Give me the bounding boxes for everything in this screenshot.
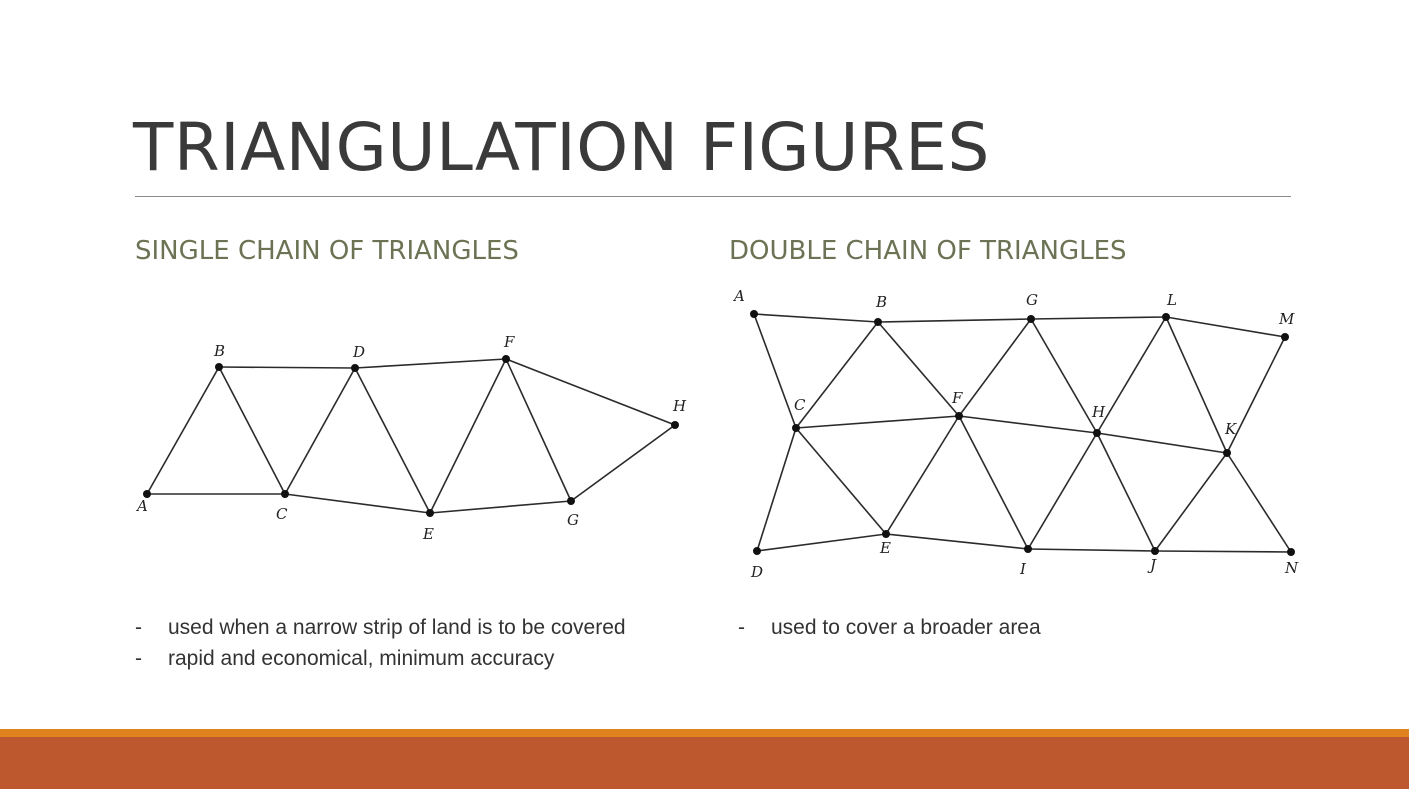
double-chain-heading: DOUBLE CHAIN OF TRIANGLES [729,236,1127,266]
station-b-point [874,318,882,326]
single-chain-nodes [143,355,679,517]
station-h-point [1093,429,1101,437]
edge-a-c [754,314,796,428]
double-chain-labels [732,287,1299,580]
station-f-label: F [952,389,963,407]
station-h-point [671,421,679,429]
station-c-label: C [276,505,288,523]
single-chain-bullets [135,612,685,674]
station-j-label: J [1150,556,1157,574]
station-m-label: M [1279,310,1295,328]
station-d-point [753,547,761,555]
edge-f-i [959,416,1028,549]
station-f-label: F [504,333,515,351]
station-j-point [1151,547,1159,555]
station-g-label: G [567,511,579,529]
station-b-label: B [214,342,226,360]
station-b-point [215,363,223,371]
station-c-label: C [794,396,806,414]
edge-j-n [1155,551,1291,552]
edge-e-g [430,501,571,513]
station-e-point [882,530,890,538]
edge-b-d [219,367,355,368]
station-d-point [351,364,359,372]
edge-c-f [796,416,959,428]
title-divider [135,196,1291,197]
edge-h-i [1028,433,1097,549]
station-c-point [281,490,289,498]
station-d-label: D [353,343,366,361]
edge-b-c [796,322,878,428]
station-k-label: K [1225,420,1237,438]
station-a-point [750,310,758,318]
bullet-text: used when a narrow strip of land is to be covered [168,616,626,639]
double-chain-bullets [738,612,1278,643]
edge-a-b [754,314,878,322]
station-e-label: E [423,525,434,543]
bullet-dash: - [135,616,142,639]
station-n-point [1287,548,1295,556]
double-chain-diagram [725,285,1305,580]
station-d-label: D [751,563,764,580]
edge-c-d [285,368,355,494]
station-g-label: G [1026,291,1038,309]
station-k-point [1223,449,1231,457]
station-a-label: A [137,497,148,515]
footer-bar [0,737,1409,789]
edge-h-k [1097,433,1227,453]
station-l-label: L [1167,291,1177,309]
edge-b-c [219,367,285,494]
bullet-dash: - [738,616,745,639]
station-b-label: B [876,293,888,311]
bullet-item [135,643,685,674]
single-chain-heading: SINGLE CHAIN OF TRIANGLES [135,236,519,266]
edge-d-e [757,534,886,551]
edge-c-e [285,494,430,513]
station-i-point [1024,545,1032,553]
edge-b-f [878,322,959,416]
edge-g-h [1031,319,1097,433]
edge-d-f [355,359,506,368]
edge-c-e [796,428,886,534]
bullet-item [738,612,1278,643]
edge-h-j [1097,433,1155,551]
station-f-point [502,355,510,363]
station-h-label: H [1092,403,1106,421]
edge-l-h [1097,317,1166,433]
bullet-text: used to cover a broader area [771,616,1041,639]
single-chain-diagram [130,330,700,550]
footer-accent-stripe [0,729,1409,737]
edge-g-l [1031,317,1166,319]
station-e-label: E [880,539,891,557]
station-l-point [1162,313,1170,321]
edge-e-f [430,359,506,513]
edge-g-f [959,319,1031,416]
station-m-point [1281,333,1289,341]
single-chain-edges [147,359,675,513]
edge-i-j [1028,549,1155,551]
edge-d-e [355,368,430,513]
station-h-label: H [673,397,687,415]
edge-f-h [959,416,1097,433]
edge-l-k [1166,317,1227,453]
station-a-label: A [734,287,745,305]
station-i-label: I [1020,560,1026,578]
double-chain-nodes [750,310,1295,556]
bullet-item [135,612,685,643]
station-g-point [567,497,575,505]
edge-b-g [878,319,1031,322]
station-c-point [792,424,800,432]
edge-l-m [1166,317,1285,337]
station-e-point [426,509,434,517]
bullet-text: rapid and economical, minimum accuracy [168,647,555,670]
edge-k-n [1227,453,1291,552]
edge-a-b [147,367,219,494]
slide-title: TRIANGULATION FIGURES [133,109,990,186]
station-n-label: N [1285,559,1299,577]
station-f-point [955,412,963,420]
edge-c-d [757,428,796,551]
bullet-dash: - [135,647,142,670]
edge-e-i [886,534,1028,549]
edge-g-h [571,425,675,501]
double-chain-edges [754,314,1291,552]
edge-k-j [1155,453,1227,551]
edge-f-e [886,416,959,534]
station-g-point [1027,315,1035,323]
